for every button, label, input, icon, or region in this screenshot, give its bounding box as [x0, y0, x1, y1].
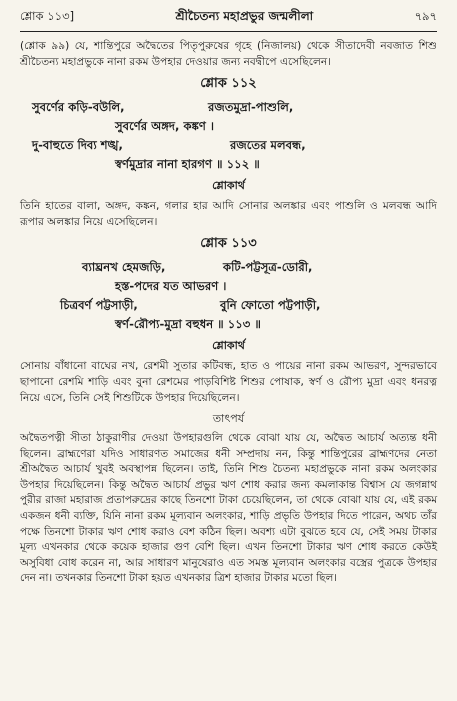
verse-113-line4: স্বর্ণ-রৌপ্য-মুদ্রা বহুধন ॥ ১১৩ ॥ — [115, 317, 261, 331]
verse-112-heading: শ্লোক ১১২ — [200, 76, 257, 91]
verse-113 — [20, 258, 437, 334]
verse-112-line3a: দু-বাহুতে দিব্য শঙ্খ, — [32, 138, 123, 152]
verse-112-line1b: রজতমুদ্রা-পাশুলি, — [208, 100, 294, 114]
page-header — [20, 8, 437, 32]
intro-paragraph: (শ্লোক ৯৯) যে, শান্তিপুরে অদ্বৈতের পিতৃপুরুষের গৃহে (নিজালয়) থেকে সীতাদেবী নবজাত শিশু শ্রীচৈতন্য মহাপ্রভুকে নানা রকম উপহার দেওয়ার জন্য নবদ্বীপে এসেছিলেন। — [20, 40, 437, 68]
chapter-title: শ্রীচৈতন্য মহাপ্রভুর জন্মলীলা — [175, 9, 314, 23]
verse-112-line2: সুবর্ণের অঙ্গদ, কঙ্কণ । — [115, 119, 215, 133]
verse-112 — [20, 98, 437, 174]
translation-112-heading: শ্লোকার্থ — [212, 179, 245, 192]
translation-113: সোনায় বাঁধানো বাঘের নখ, রেশমী সুতার কটিবন্ধ, হাত ও পায়ের নানা রকম আভরণ, সুন্দরভাবে ছাপানো রেশমি শাড়ি এবং বুনা রেশমের পাড়বিশিষ্ট শিশুর পোষাক, স্বর্ণ ও রৌপ্য মুদ্রা এবং ধনরত্ন নিয়ে এসে, তিনি সেই শিশুটিকে উপহার দিয়েছিলেন। — [20, 360, 437, 404]
page-number: ৭৯৭ — [414, 9, 437, 23]
verse-113-heading: শ্লোক ১১৩ — [200, 236, 257, 251]
verse-113-line1b: কটি-পট্টসূত্র-ডোরী, — [223, 260, 313, 274]
verse-113-line3b: বুনি ফোতো পট্টপাড়ী, — [220, 298, 321, 312]
verse-112-line4: স্বর্ণমুদ্রার নানা হারগণ ॥ ১১২ ॥ — [115, 157, 260, 171]
translation-113-heading: শ্লোকার্থ — [212, 339, 245, 352]
verse-112-line1a: সুবর্ণের কড়ি-বউলি, — [32, 100, 125, 114]
verse-112-line3b: রজতের মলবন্ধ, — [230, 138, 306, 152]
verse-113-line3a: চিত্রবর্ণ পট্টসাড়ী, — [60, 298, 138, 312]
verse-reference: শ্লোক ১১৩] — [20, 9, 75, 23]
purport-heading: তাৎপর্য — [212, 412, 245, 425]
purport-text: অদ্বৈতপত্নী সীতা ঠাকুরাণীর দেওয়া উপহারগুলি থেকে বোঝা যায় যে, অদ্বৈত আচার্য অত্যন্ত ধনী ছিলেন। ব্রাহ্মণেরা যদিও সাধারণত সমাজের ধনী সম্প্রদায় নন, কিন্তু শান্তিপুরের ব্রাহ্মণদের নেতা শ্রীঅদ্বৈত আচার্য খুবই অবস্থাপন্ন ছিলেন। তাই, তিনি শিশু চৈতন্য মহাপ্রভুকে নানা রকম অলংকার উপহার দিয়েছিলেন। কিন্তু অদ্বৈত আচার্য প্রভুর ঋণ শোধ করার জন্য কমলাকান্ত বিশ্বাস যে জগন্নাথ পুরীর রাজা মহারাজ প্রতাপরুদ্রের কাছে তিনশো টাকা চেয়েছিলেন, তা থেকে বোঝা যায় যে, এই রকম একজন ধনী ব্যক্তি, যিনি নানা রকম মূল্যবান অলংকার, শাড়ি প্রভৃতি উপহার দিতে পারেন, অথচ তাঁর পক্ষে তিনশো টাকার ঋণ শোধ করাও বেশ কঠিন ছিল। অবশ্য এটা বুঝতে হবে যে, সেই সময় টাকার মূল্য এখনকার থেকে কয়েক হাজার গুণ বেশি ছিল। এখন তিনশো টাকার ঋণ শোধ করতে কেউই অসুবিধা বোধ করেন না, আর সাধারণ মানুষেরাও এত সমস্ত মূল্যবান অলংকার বস্ত্রের পুত্রকে উপহার দেন না। তখনকার তিনশো টাকা হয়ত এখনকার ত্রিশ হাজার টাকার মতো ছিল। — [20, 432, 437, 585]
verse-113-line1a: ব্যাঘ্রনখ হেমজড়ি, — [82, 260, 166, 274]
verse-113-line2: হস্ত-পদের যত আভরণ । — [115, 279, 227, 293]
translation-112: তিনি হাতের বালা, অঙ্গদ, কঙ্কন, গলার হার আদি সোনার অলঙ্কার এবং পাশুলি ও মলবন্ধ আদি রূপার অলঙ্কার নিয়ে এসেছিলেন। — [20, 200, 437, 228]
